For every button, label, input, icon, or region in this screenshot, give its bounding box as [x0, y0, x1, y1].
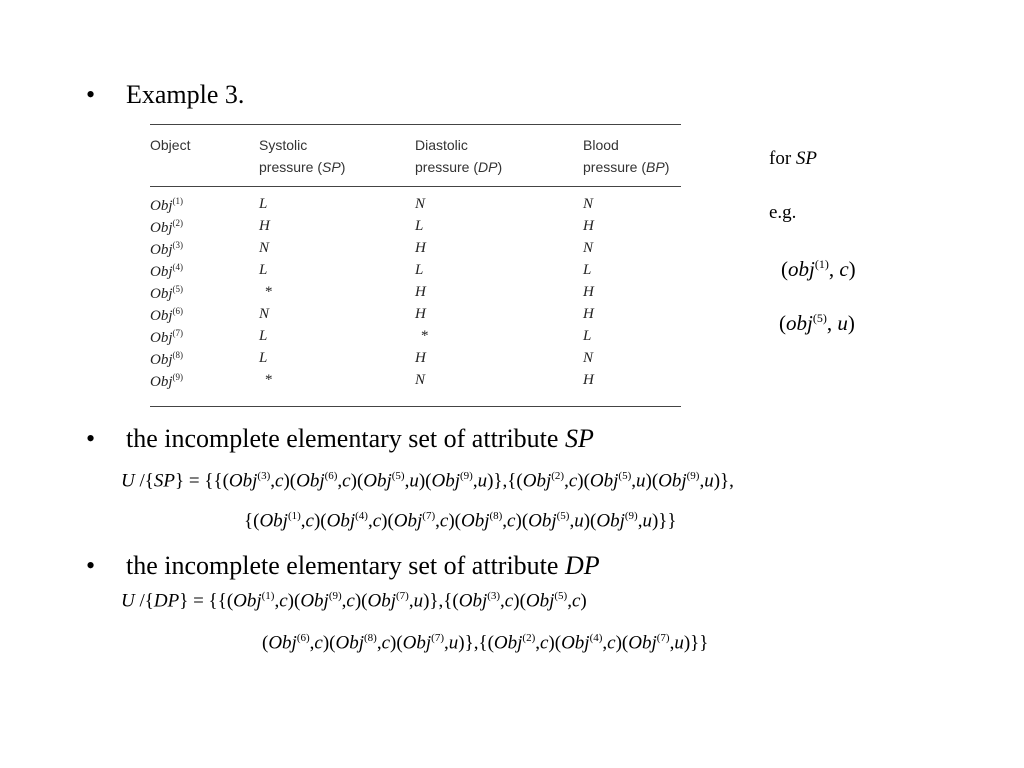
example-title: Example 3. [126, 80, 245, 109]
bullet-sp: • [86, 424, 96, 453]
table-cell-bp: N [583, 196, 594, 212]
header-object: Object [150, 137, 191, 153]
dp-equation-line1: U /{DP} = {{(Obj$^{(1)}$,c)(Obj$^{(9)}$,c)(Obj$^{(7)}$,u)},{(Obj$^{(3)}$,c)(Obj$^{(5)}$,c) [121, 590, 587, 612]
table-cell-bp: H [583, 284, 594, 300]
table-cell-sp: H [259, 218, 270, 234]
table-cell-sp: N [259, 240, 270, 256]
table-cell-bp: N [583, 240, 594, 256]
sp-equation-line2: {(Obj$^{(1)}$,c)(Obj$^{(4)}$,c)(Obj$^{(7)}$,c)(Obj$^{(8)}$,c)(Obj$^{(5)}$,u)(Obj$^{(9)}$,u)}} [244, 510, 677, 532]
table-cell-dp: L [415, 218, 424, 234]
table-cell-bp: H [583, 218, 594, 234]
table-cell-object: Obj$^{(3)}$ [150, 240, 183, 258]
table-bottom-rule [150, 406, 681, 407]
table-cell-dp: N [415, 196, 426, 212]
table-cell-bp: H [583, 306, 594, 322]
for-sp-note: for SP [769, 148, 818, 169]
table-cell-bp: L [583, 262, 592, 278]
table-cell-bp: L [583, 328, 592, 344]
table-cell-object: Obj$^{(4)}$ [150, 262, 183, 280]
table-cell-bp: N [583, 350, 594, 366]
sp-section-title: the incomplete elementary set of attribute SP [126, 424, 594, 453]
table-cell-sp: N [259, 306, 270, 322]
table-cell-object: Obj$^{(7)}$ [150, 328, 183, 346]
table-cell-bp: H [583, 372, 594, 388]
table-cell-sp: L [259, 328, 268, 344]
table-cell-sp: L [259, 350, 268, 366]
table-cell-dp: H [415, 240, 426, 256]
header-systolic: Systolic pressure (SP) [259, 137, 346, 175]
table-cell-dp: N [415, 372, 426, 388]
table-top-rule [150, 124, 681, 125]
table-cell-dp: H [415, 306, 426, 322]
table-cell-object: Obj$^{(5)}$ [150, 284, 183, 302]
header-diastolic: Diastolic pressure (DP) [415, 137, 503, 175]
header-blood: Blood pressure (BP) [583, 137, 670, 175]
sp-equation-line1: U /{SP} = {{(Obj$^{(3)}$,c)(Obj$^{(6)}$,c)(Obj$^{(5)}$,u)(Obj$^{(9)}$,u)},{(Obj$^{(2)}$,c)(Obj$^{(5)}$,u)(Obj$^{(9)}$,u)}, [121, 470, 734, 492]
table-cell-dp: H [415, 350, 426, 366]
table-cell-sp: * [265, 372, 273, 388]
dp-section-title: the incomplete elementary set of attribute DP [126, 551, 600, 580]
pair-obj5-u: (obj$^{(5)}$, u) [779, 311, 855, 335]
eg-note: e.g. [769, 202, 797, 223]
table-cell-object: Obj$^{(1)}$ [150, 196, 183, 214]
table-header-rule [150, 186, 681, 187]
table-cell-sp: * [265, 284, 273, 300]
table-cell-sp: L [259, 262, 268, 278]
table-cell-object: Obj$^{(8)}$ [150, 350, 183, 368]
table-cell-object: Obj$^{(6)}$ [150, 306, 183, 324]
dp-equation-line2: (Obj$^{(6)}$,c)(Obj$^{(8)}$,c)(Obj$^{(7)}$,u)},{(Obj$^{(2)}$,c)(Obj$^{(4)}$,c)(Obj$^{(7)}$,u)}} [262, 632, 709, 654]
bullet-example: • [86, 80, 96, 109]
table-cell-object: Obj$^{(9)}$ [150, 372, 183, 390]
table-cell-dp: * [421, 328, 429, 344]
bullet-dp: • [86, 551, 96, 580]
table-cell-object: Obj$^{(2)}$ [150, 218, 183, 236]
table-cell-dp: L [415, 262, 424, 278]
table-cell-sp: L [259, 196, 268, 212]
pair-obj1-c: (obj$^{(1)}$, c) [781, 257, 856, 281]
table-cell-dp: H [415, 284, 426, 300]
